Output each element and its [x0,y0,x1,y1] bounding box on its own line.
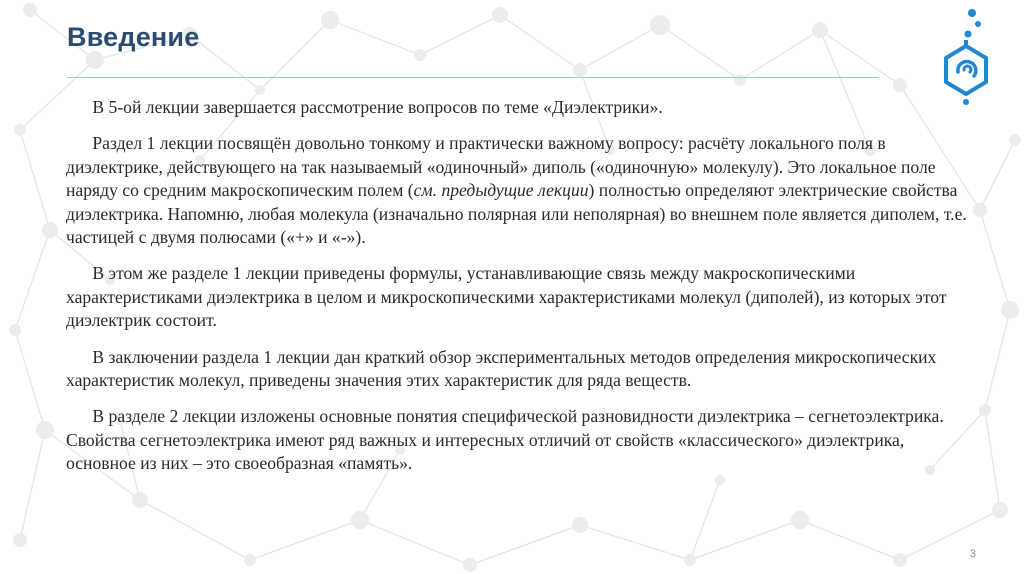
paragraph-2-text-end: ) полностью определяют электрические свойства диэлектрика. Напомню, любая молекула (изначально полярная или неполярная) во внешнем поле является диполем, т.е. частицей с двумя полюсами («+» и «-»). [66,180,967,248]
slide-body [66,96,976,489]
paragraph-4-text: В заключении раздела 1 лекции дан краткий обзор экспериментальных методов определения микроскопических характеристик молекул, приведены значения этих характеристик для ряда веществ. [66,346,937,391]
paragraph-3-text: В этом же разделе 1 лекции приведены формулы, устанавливающие связь между макроскопическими характеристиками диэлектрика в целом и микроскопическими характеристиками молекул (диполей), из которых этот диэлектрик состоит. [66,263,947,331]
paragraph-2 [66,132,976,249]
title-divider [67,77,879,78]
paragraph-1 [66,96,976,119]
paragraph-1-text: В 5-ой лекции завершается рассмотрение вопросов по теме «Диэлектрики». [92,97,663,117]
paragraph-2-italic-reference: см. предыдущие лекции [413,180,589,201]
flask-molecule-logo-icon [938,6,994,110]
paragraph-3 [66,262,976,332]
page-title: Введение [67,22,200,52]
paragraph-2-text-start: Раздел 1 лекции посвящён довольно тонкому и практически важному вопросу: расчёту локального поля в диэлектрике, действующего на так называемый «одиночный» диполь («одиночную» молекулу). Это локальное поле наряду со средним макроскопическим полем ( [66,133,936,201]
paragraph-5-text: В разделе 2 лекции изложены основные понятия специфической разновидности диэлектрика – сегнетоэлектрика. Свойства сегнетоэлектрика имеют ряд важных и интересных отличий от свойств «классического» диэлектрика, основное из них – это своеобразная «память». [66,406,944,474]
paragraph-5 [66,405,976,475]
page-number: 3 [969,548,976,560]
paragraph-4 [66,346,976,393]
